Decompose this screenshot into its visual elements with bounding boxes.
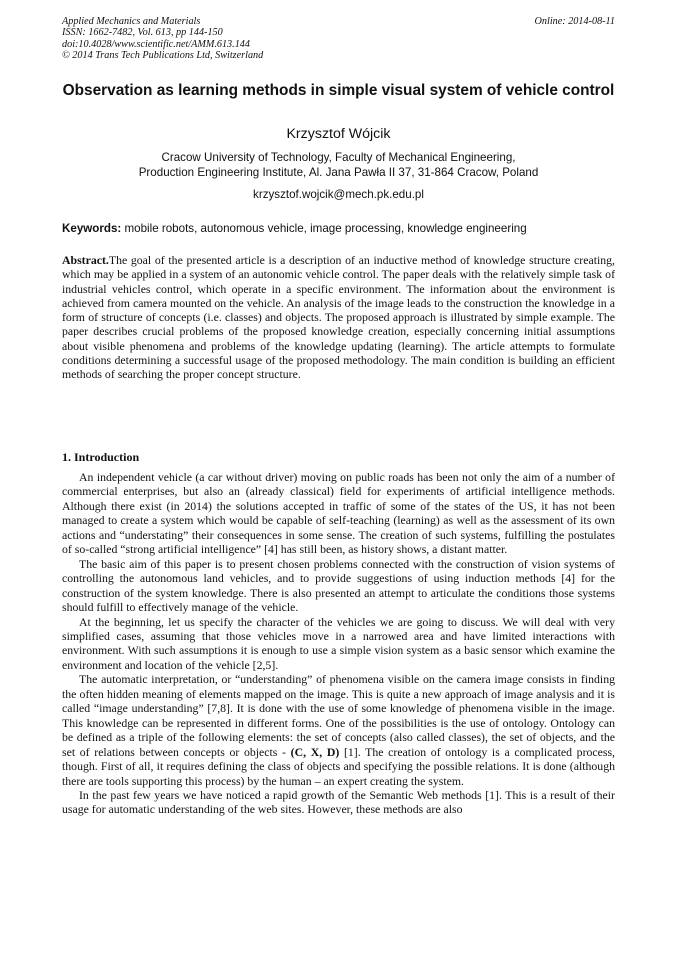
journal-header <box>62 16 615 62</box>
paragraph-3: At the beginning, let us specify the character of the vehicles we are going to discuss. We will deal with very simplified cases, assuming that those vehicles move in a narrowed area and have limited interactions with environment. With such assumptions it is enough to use a simple vision system as a basic sensor which examine the environment and location of the vehicle [2,5]. <box>62 614 615 672</box>
online-date: Online: 2014-08-11 <box>534 16 615 27</box>
paragraph-2: The basic aim of this paper is to present chosen problems connected with the construction of vision systems of controlling the autonomous land vehicles, and to provide suggestions of using induction methods [4] for the construction of the system knowledge. There is also presented an attempt to articulate the conditions those systems should fulfill to effectively manage of the vehicle. <box>62 556 615 615</box>
affiliation-line-2: Production Engineering Institute, Al. Jana Pawła II 37, 31-864 Cracow, Poland <box>138 166 539 179</box>
affiliation <box>62 150 615 180</box>
copyright-line: © 2014 Trans Tech Publications Ltd, Switzerland <box>62 50 264 62</box>
abstract-text: The goal of the presented article is a description of an inductive method of knowledge structure creating, which may be applied in a system of an autonomic vehicle control. The paper deals with the relatively simple task of industrial vehicles control, which operate in a specific environment. The information about the environment is achieved from camera mounted on the vehicle. An analysis of the image leads to the construction the knowledge in a form of structure of concepts (i.e. classes) and objects. The proposed approach is illustrated by simple example. The paper describes crucial problems of the proposed knowledge creation, especially concerning initial assumptions about visible phenomena and problems of the knowledge updating (learning). The article attempts to formulate conditions determining a successful usage of the proposed methodology. The main condition is building an efficient methods of searching the proper concept structure. <box>62 253 615 382</box>
paragraph-4-part-2: [1]. The creation of ontology is a complicated process, though. First of all, it requires defining the class of objects and specifying the possible relations. It is done (although there are tools supporting this process) by the human – an expert creating the system. <box>62 744 616 788</box>
paragraph-5: In the past few years we have noticed a rapid growth of the Semantic Web methods [1]. This is a result of their usage for automatic understanding of the web sites. However, these methods are also <box>62 787 615 817</box>
paragraph-1: An independent vehicle (a car without driver) moving on public roads has been not only the aim of a number of commercial enterprises, but also an (already classical) field for experiments of artificial intelligence methods. Although there exist (in 2014) the solutions accepted in traffic of some of the states of the US, it has not been managed to create a system which would be capable of self-teaching (learning) as well as the assessment of its own actions and “understating” their consequences in some sense. The creation of such systems, fulfilling the postulates of so-called “strong artificial intelligence” [4] has still been, as history shows, a distant matter. <box>62 470 615 557</box>
ontology-triple-math: (C, X, D) <box>290 744 340 759</box>
keywords-text: mobile robots, autonomous vehicle, image processing, knowledge engineering <box>121 222 527 235</box>
introduction-body <box>62 470 615 817</box>
author-name: Krzysztof Wójcik <box>286 126 391 142</box>
keywords-label: Keywords: <box>62 222 122 235</box>
author-email: krzysztof.wojcik@mech.pk.edu.pl <box>253 188 424 201</box>
journal-name: Applied Mechanics and Materials <box>62 16 201 27</box>
section-heading-introduction: 1. Introduction <box>62 450 140 464</box>
issn-line: ISSN: 1662-7482, Vol. 613, pp 144-150 <box>62 27 223 39</box>
doi-line: doi:10.4028/www.scientific.net/AMM.613.144 <box>62 38 250 50</box>
paragraph-4-part-1: The automatic interpretation, or “understanding” of phenomena visible on the camera image consists in finding the often hidden meaning of elements mapped on the image. This is quite a new approach of image analysis and it is called “image understanding” [7,8]. It is done with the use of some knowledge of phenomena visible in the image. This knowledge can be represented in different forms. One of the possibilities is the use of ontology. Ontology can be defined as a triple of the following elements: the set of concepts (also called classes), the set of objects, and the set of relations between concepts or objects - <box>62 672 615 759</box>
paragraph-4 <box>62 672 615 788</box>
abstract-label: Abstract. <box>62 253 109 267</box>
keywords <box>62 222 615 235</box>
abstract <box>62 253 615 382</box>
paper-title: Observation as learning methods in simple visual system of vehicle control <box>62 82 615 99</box>
affiliation-line-1: Cracow University of Technology, Faculty of Mechanical Engineering, <box>161 151 516 164</box>
